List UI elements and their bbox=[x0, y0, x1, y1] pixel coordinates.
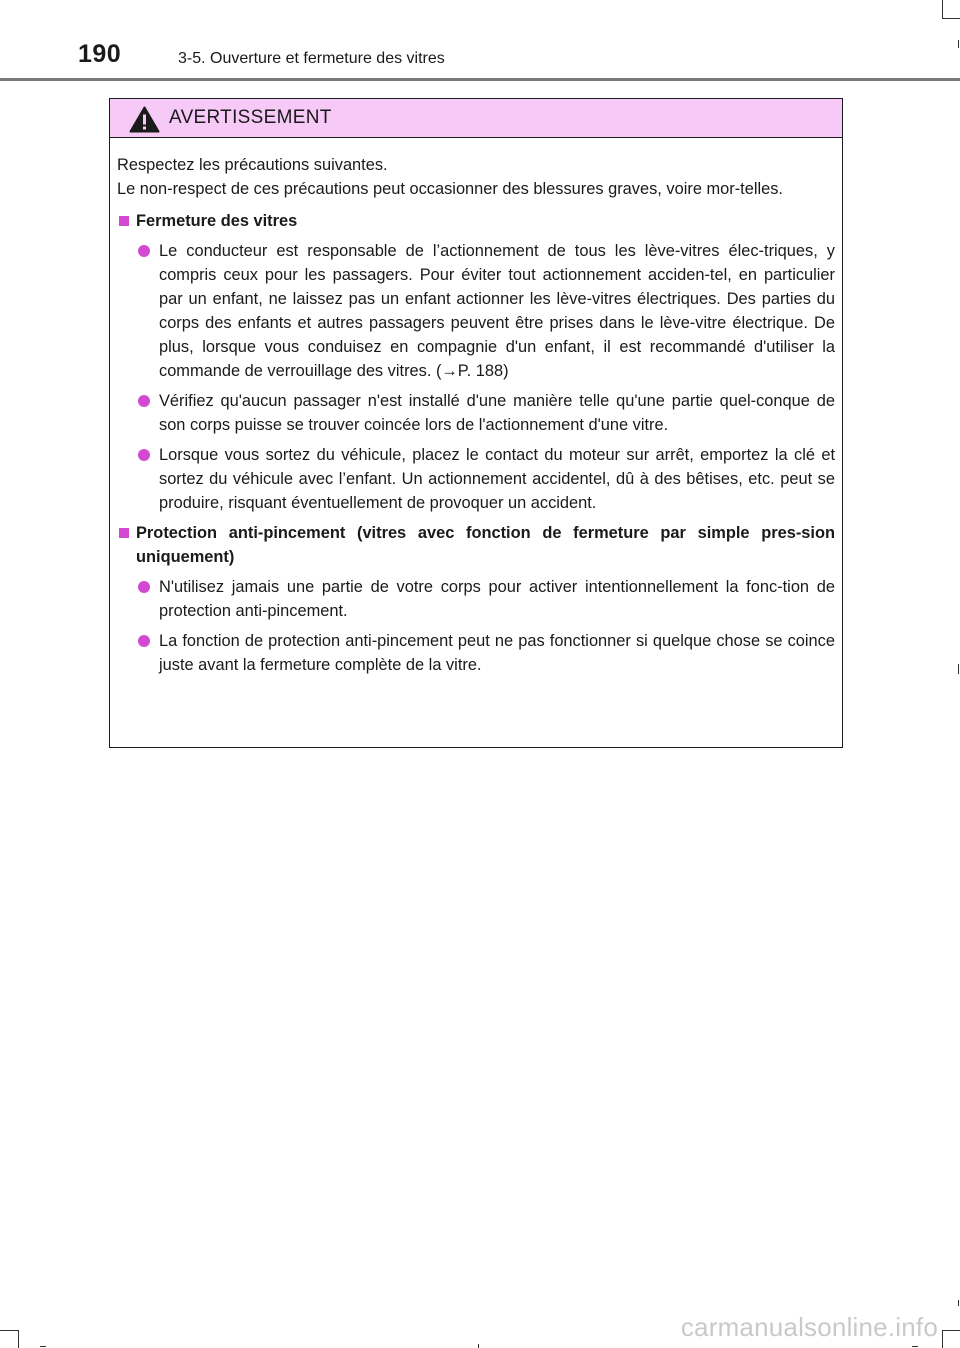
crop-mark bbox=[40, 1346, 46, 1347]
section-jam-protection bbox=[117, 521, 835, 677]
list-item-text: La fonction de protection anti-pincement peut ne pas fonctionner si quelque chose se coince juste avant la fermeture complète de la vitre. bbox=[159, 632, 835, 674]
circle-bullet-icon bbox=[138, 245, 150, 257]
circle-bullet-icon bbox=[138, 395, 150, 407]
warning-header bbox=[110, 99, 842, 138]
circle-bullet-icon bbox=[138, 635, 150, 647]
section-window-closing bbox=[117, 209, 835, 515]
intro-line: Le non-respect de ces précautions peut occasionner des blessures graves, voire mor-telles. bbox=[117, 180, 783, 198]
warning-triangle-icon bbox=[129, 106, 160, 133]
crop-mark bbox=[912, 1346, 918, 1347]
crop-mark bbox=[958, 1300, 959, 1306]
list-item-text: Lorsque vous sortez du véhicule, placez le contact du moteur sur arrêt, emportez la clé et sortez du véhicule avec l’enfant. Un actionnement accidentel, dû à des bêtises, etc. peut se produire, risquant éventuellement de provoquer un accident. bbox=[159, 446, 835, 512]
section-heading bbox=[117, 521, 835, 569]
square-bullet-icon bbox=[119, 528, 129, 538]
crop-mark bbox=[942, 1330, 960, 1331]
circle-bullet-icon bbox=[138, 581, 150, 593]
list-item-text: Le conducteur est responsable de l’actionnement de tous les lève-vitres élec-triques, y compris ceux pour les passagers. Pour éviter tout actionnement acciden-tel, en particulier par un enfant, ne laissez pas un enfant actionner les lève-vitres électriques. Des parties du corps des enfants et autres passagers peuvent être prises dans le lève-vitre électrique. De plus, lorsque vous conduisez en compagnie d'un enfant, il est recommandé d'utiliser la commande de verrouillage des vitres. (→P. 188) bbox=[159, 242, 835, 380]
circle-bullet-icon bbox=[138, 449, 150, 461]
list-item-text: N'utilisez jamais une partie de votre corps pour activer intentionnellement la fonc-tion de protection anti-pincement. bbox=[159, 578, 835, 620]
crop-mark bbox=[0, 1330, 18, 1331]
crop-mark bbox=[942, 0, 943, 18]
section-heading-text: Protection anti-pincement (vitres avec fonction de fermeture par simple pres-sion uniquement) bbox=[136, 524, 835, 566]
crop-mark bbox=[18, 1330, 19, 1348]
square-bullet-icon bbox=[119, 216, 129, 226]
list-item-text: Vérifiez qu'aucun passager n'est installé d'une manière telle qu'une partie quel-conque de son corps puisse se trouver coincée lors de l'actionnement d'une vitre. bbox=[159, 392, 835, 434]
crop-mark bbox=[942, 18, 960, 19]
list-item bbox=[135, 239, 835, 383]
list-item bbox=[135, 443, 835, 515]
warning-body bbox=[110, 138, 842, 677]
list-item bbox=[135, 575, 835, 623]
crop-mark bbox=[942, 1330, 943, 1348]
warning-title: AVERTISSEMENT bbox=[169, 107, 332, 128]
page-number: 190 bbox=[78, 40, 122, 68]
section-heading bbox=[117, 209, 835, 233]
watermark: carmanualsonline.info bbox=[680, 1312, 938, 1342]
warning-intro bbox=[117, 153, 835, 201]
intro-line: Respectez les précautions suivantes. bbox=[117, 156, 388, 174]
section-title: 3-5. Ouverture et fermeture des vitres bbox=[178, 50, 445, 67]
crop-mark bbox=[958, 664, 959, 674]
warning-box bbox=[109, 98, 843, 748]
list-item bbox=[135, 389, 835, 437]
crop-mark bbox=[958, 40, 959, 48]
crop-mark bbox=[478, 1344, 479, 1348]
header-rule bbox=[0, 78, 960, 81]
list-item bbox=[135, 629, 835, 677]
section-heading-text: Fermeture des vitres bbox=[136, 212, 298, 230]
